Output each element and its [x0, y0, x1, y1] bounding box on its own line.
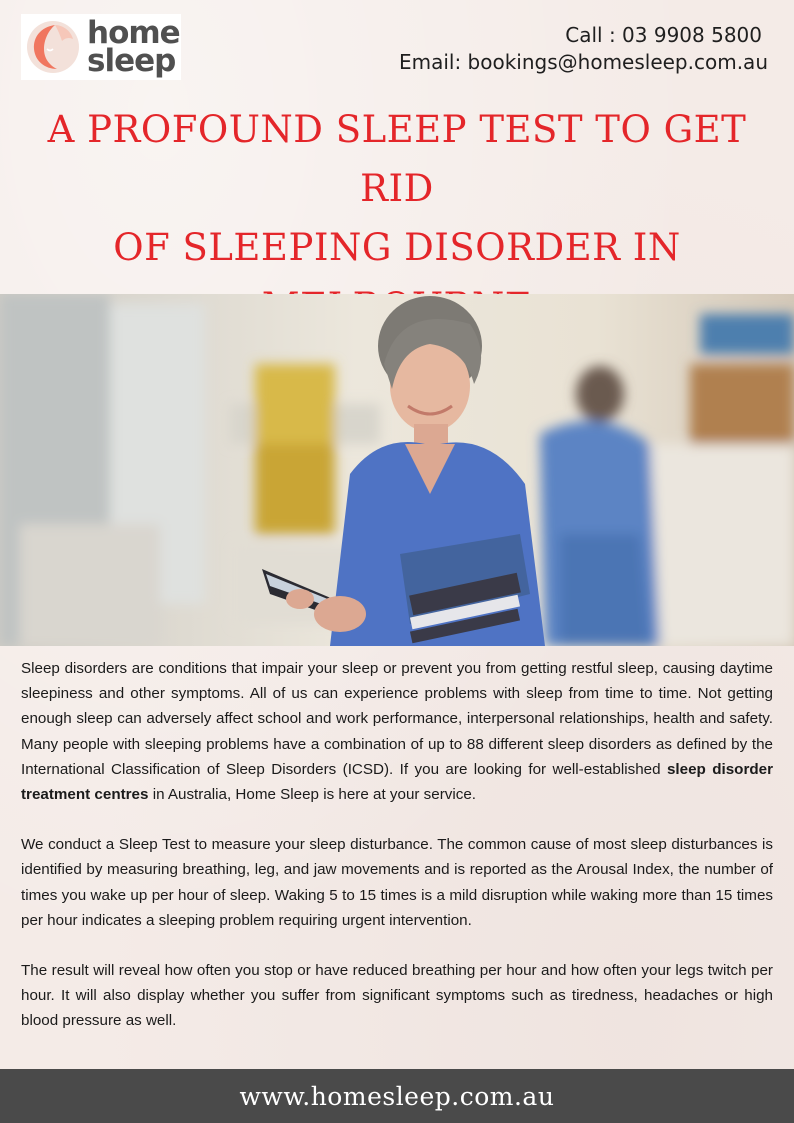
footer-bar — [0, 1069, 794, 1123]
logo-wordmark — [87, 15, 180, 79]
phone-link[interactable]: Call : 03 9908 5800 — [565, 23, 762, 47]
home-sleep-logo[interactable] — [21, 14, 181, 80]
paragraph-results: The result will reveal how often you stop or have reduced breathing per hour and how often your legs twitch per hour. It will also display whether you suffer from significant symptoms such as tiredness, headaches or high blood pressure as well. — [21, 962, 773, 1030]
sleeping-face-icon — [25, 19, 81, 75]
contact-block — [399, 22, 768, 76]
hero-photo — [0, 294, 794, 646]
treatment-centres-link[interactable]: sleep disorder treatment centres — [21, 760, 773, 804]
website-link[interactable]: www.homesleep.com.au — [239, 1081, 555, 1111]
paragraph-intro — [21, 656, 773, 807]
paragraph-sleep-test: We conduct a Sleep Test to measure your sleep disturbance. The common cause of most sleep disturbances is identified by measuring breathing, leg, and jaw movements and is reported as the Arousal Index, the number of times you wake up per hour of sleep. Waking 5 to 15 times is a mild disruption while waking more than 15 times per hour indicates a sleeping problem requiring urgent intervention. — [21, 836, 773, 929]
paragraph-intro-text-end: in Australia, Home Sleep is here at your service. — [148, 786, 476, 804]
title-line-1: A PROFOUND SLEEP TEST TO GET RID — [47, 108, 747, 210]
email-link[interactable]: Email: bookings@homesleep.com.au — [398, 50, 768, 74]
article-body — [21, 656, 773, 1059]
nurse-with-tablet-photo-icon — [0, 294, 794, 646]
paragraph-intro-text-start: Sleep disorders are conditions that impair your sleep or prevent you from getting restful sleep, causing daytime sleepiness and other symptoms. All of us can experience problems with sleep from time to time. Not getting enough sleep can adversely affect school and work performance, interpersonal relationships, health and safety. Many people with sleeping problems have a combination of up to 88 different sleep disorders as defined by the International Classification of Sleep Disorders (ICSD). If you are looking for well-established — [21, 660, 773, 778]
title-line-2: OF SLEEPING DISORDER IN — [113, 226, 681, 269]
logo-word-sleep: sleep — [87, 43, 176, 79]
logo-word-home: home — [87, 15, 180, 51]
